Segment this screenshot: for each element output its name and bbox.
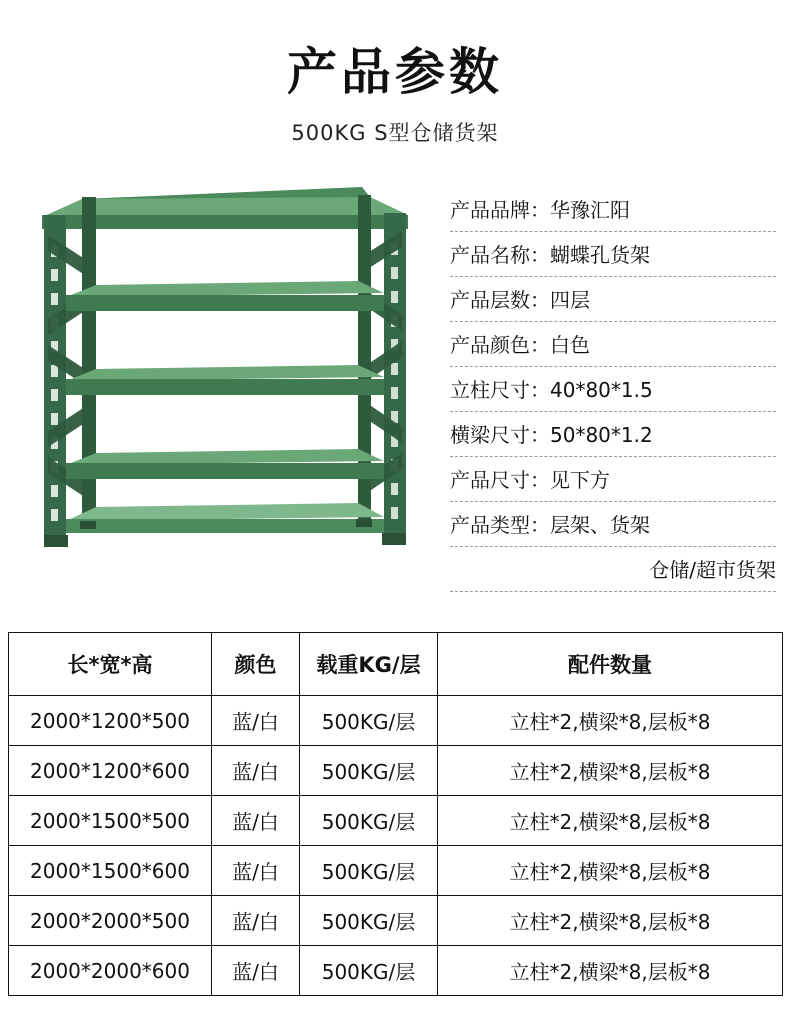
cell-load: 500KG/层 bbox=[300, 896, 438, 946]
cell-color: 蓝/白 bbox=[212, 696, 300, 746]
table-row bbox=[9, 696, 783, 746]
cell-color: 蓝/白 bbox=[212, 796, 300, 846]
cell-color: 蓝/白 bbox=[212, 846, 300, 896]
cell-load: 500KG/层 bbox=[300, 846, 438, 896]
spec-row-column-size bbox=[450, 367, 776, 412]
spec-label-brand: 产品品牌： bbox=[450, 197, 550, 222]
spec-label-beam-size: 横梁尺寸： bbox=[450, 422, 550, 447]
table-row bbox=[9, 746, 783, 796]
page-subtitle: 500KG S型仓储货架 bbox=[291, 120, 499, 145]
table-header-color: 颜色 bbox=[212, 633, 300, 696]
cell-color: 蓝/白 bbox=[212, 896, 300, 946]
shelf-illustration bbox=[22, 169, 422, 569]
table-row bbox=[9, 896, 783, 946]
product-overview bbox=[0, 169, 790, 592]
page-header bbox=[0, 0, 790, 147]
spec-value-column-size: 40*80*1.5 bbox=[550, 377, 653, 402]
spec-table-wrapper bbox=[8, 632, 782, 996]
cell-size: 2000*2000*600 bbox=[9, 946, 212, 996]
spec-row-beam-size bbox=[450, 412, 776, 457]
spec-row-type-continuation: 仓储/超市货架 bbox=[450, 547, 776, 592]
spec-value-layers: 四层 bbox=[550, 287, 590, 312]
cell-size: 2000*1200*500 bbox=[9, 696, 212, 746]
spec-value-color: 白色 bbox=[550, 332, 590, 357]
spec-row-brand bbox=[450, 187, 776, 232]
product-image-column bbox=[14, 169, 434, 569]
spec-row-color bbox=[450, 322, 776, 367]
cell-load: 500KG/层 bbox=[300, 946, 438, 996]
table-header-load: 载重KG/层 bbox=[300, 633, 438, 696]
cell-color: 蓝/白 bbox=[212, 746, 300, 796]
cell-parts: 立柱*2,横梁*8,层板*8 bbox=[438, 696, 783, 746]
table-row bbox=[9, 846, 783, 896]
spec-value-name: 蝴蝶孔货架 bbox=[550, 242, 650, 267]
spec-label-column-size: 立柱尺寸： bbox=[450, 377, 550, 402]
cell-load: 500KG/层 bbox=[300, 696, 438, 746]
cell-color: 蓝/白 bbox=[212, 946, 300, 996]
cell-load: 500KG/层 bbox=[300, 746, 438, 796]
product-photo bbox=[22, 169, 422, 569]
spec-value-beam-size: 50*80*1.2 bbox=[550, 422, 653, 447]
cell-load: 500KG/层 bbox=[300, 796, 438, 846]
spec-row-type bbox=[450, 502, 776, 547]
cell-parts: 立柱*2,横梁*8,层板*8 bbox=[438, 746, 783, 796]
table-header-size: 长*宽*高 bbox=[9, 633, 212, 696]
spec-row-name bbox=[450, 232, 776, 277]
spec-label-dimensions: 产品尺寸： bbox=[450, 467, 550, 492]
spec-row-dimensions bbox=[450, 457, 776, 502]
cell-parts: 立柱*2,横梁*8,层板*8 bbox=[438, 796, 783, 846]
cell-size: 2000*1200*600 bbox=[9, 746, 212, 796]
table-header-parts: 配件数量 bbox=[438, 633, 783, 696]
spec-list bbox=[434, 169, 776, 592]
table-header-row bbox=[9, 633, 783, 696]
table-row bbox=[9, 946, 783, 996]
page-title: 产品参数 bbox=[287, 43, 503, 101]
table-row bbox=[9, 796, 783, 846]
spec-row-layers bbox=[450, 277, 776, 322]
spec-value-type: 层架、货架 bbox=[550, 512, 650, 537]
spec-value-dimensions: 见下方 bbox=[550, 467, 610, 492]
cell-parts: 立柱*2,横梁*8,层板*8 bbox=[438, 846, 783, 896]
spec-label-layers: 产品层数： bbox=[450, 287, 550, 312]
spec-label-color: 产品颜色： bbox=[450, 332, 550, 357]
cell-size: 2000*1500*500 bbox=[9, 796, 212, 846]
cell-size: 2000*1500*600 bbox=[9, 846, 212, 896]
cell-size: 2000*2000*500 bbox=[9, 896, 212, 946]
cell-parts: 立柱*2,横梁*8,层板*8 bbox=[438, 946, 783, 996]
spec-label-type: 产品类型： bbox=[450, 512, 550, 537]
spec-table bbox=[8, 632, 783, 996]
spec-value-brand: 华豫汇阳 bbox=[550, 197, 630, 222]
spec-label-name: 产品名称： bbox=[450, 242, 550, 267]
cell-parts: 立柱*2,横梁*8,层板*8 bbox=[438, 896, 783, 946]
